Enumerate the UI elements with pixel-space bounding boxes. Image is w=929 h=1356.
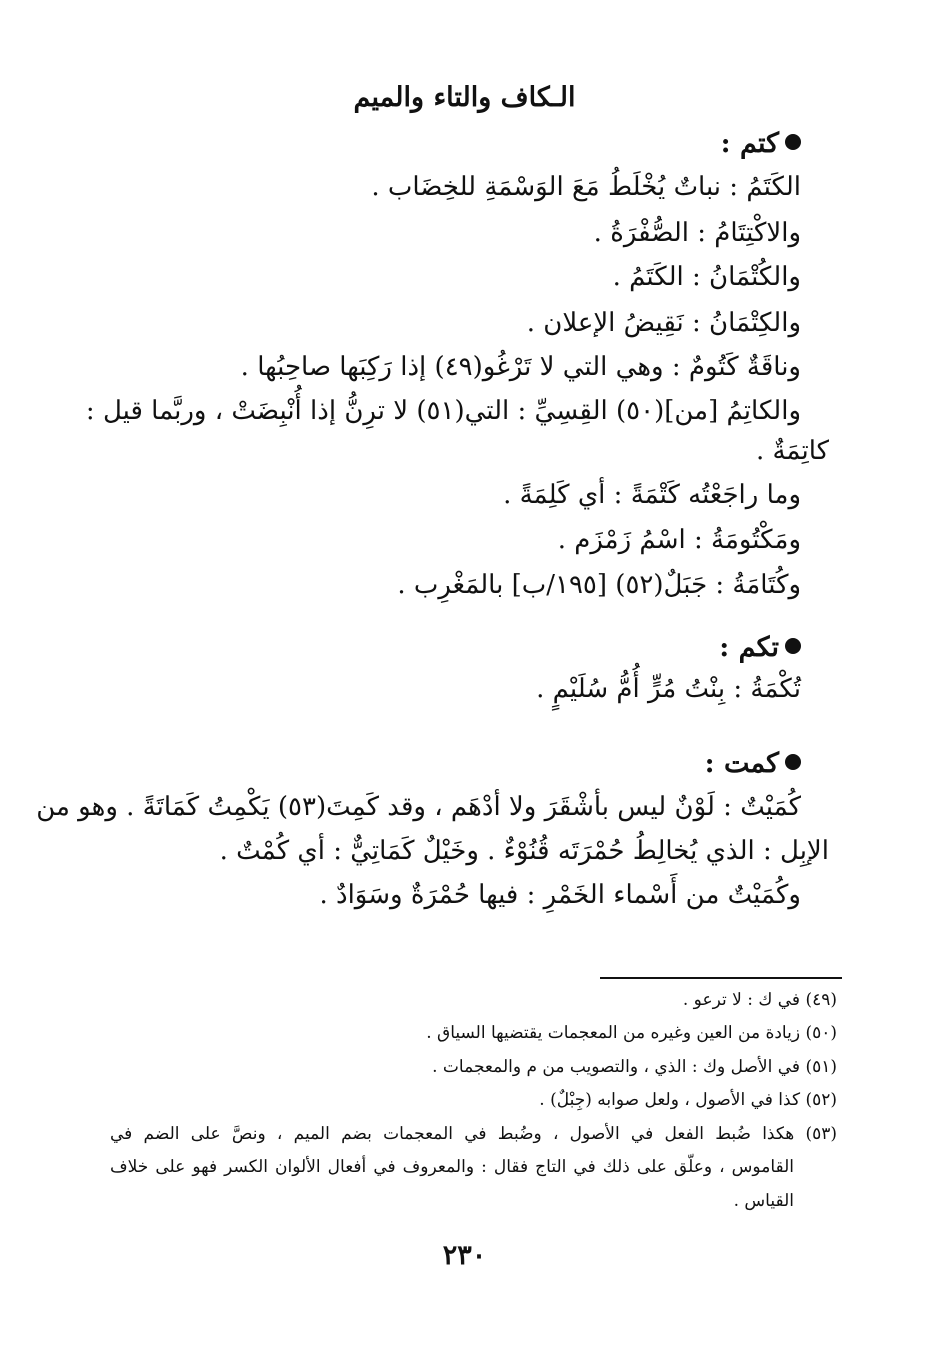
bullet-icon (785, 638, 801, 654)
entry-line: الكَتَمُ : نباتٌ يُخْلَطُ مَعَ الوَسْمَةِ للخِضَاب . (371, 172, 801, 202)
footnote: (٤٩) في ك : لا ترعو . (682, 990, 837, 1010)
footnote-divider (600, 977, 842, 979)
entry-line: الإبِل : الذي يُخالِطُ حُمْرَتَه قُنُوْءٌ . وخَيْلٌ كَمَاتِيٌّ : أي كُمْتٌ . (219, 836, 829, 866)
entry-line: وما راجَعْتُه كَتْمَةً : أي كَلِمَةً . (503, 480, 801, 510)
entry-heading: كتم : (721, 128, 801, 159)
footnote: (٥٢) كذا في الأصول ، ولعل صوابه (جِبْلٌ) . (539, 1090, 837, 1110)
page-number: ٢٣٠ (442, 1240, 487, 1271)
entry-line: تُكْمَةُ : بِنْتُ مُرٍّ أُمُّ سُلَيْمٍ . (536, 674, 801, 704)
entry-line: والكاتِمُ [من](٥٠) القِسِيِّ : التي(٥١) لا ترِنُّ إذا أُنْبِضَتْ ، وربَّما قيل : (85, 396, 801, 426)
entry-line: وناقَةٌ كَتُومٌ : وهي التي لا تَرْغُو(٤٩) إذا رَكِبَها صاحِبُها . (240, 352, 801, 382)
entry-line: كُمَيْتٌ : لَوْنٌ ليس بأشْقَرَ ولا أدْهَم ، وقد كَمِتَ(٥٣) يَكْمِتُ كَمَاتَةً . وهو من (36, 792, 801, 822)
bullet-icon (785, 134, 801, 150)
page-title: الـكاف والتاء والميم (353, 82, 576, 113)
footnote: (٥١) في الأصل وك : الذي ، والتصويب من م والمعجمات . (432, 1057, 837, 1077)
entry-line: والاكْتِتَامُ : الصُّفْرَةُ . (593, 218, 801, 248)
footnote-continuation: القاموس ، وعلّق على ذلك في التاج فقال : والمعروف في أفعال الألوان الكسر فهو على خلاف (110, 1157, 794, 1177)
entry-line: كاتِمَةٌ . (755, 436, 829, 466)
footnote-continuation: القياس . (733, 1191, 794, 1211)
entry-line: وكُتَامَةُ : جَبَلٌ(٥٢) [١٩٥/ب] بالمَغْرِب . (397, 570, 801, 600)
entry-line: وكُمَيْتٌ من أَسْماء الخَمْرِ : فيها حُمْرَةٌ وسَوَادٌ . (319, 880, 801, 910)
entry-line: والكُتْمَانُ : الكَتَمُ . (612, 262, 801, 292)
entry-line: والكِتْمَانُ : نَقِيضُ الإعلان . (526, 308, 801, 338)
bullet-icon (785, 754, 801, 770)
entry-heading: تكم : (719, 632, 801, 663)
entry-line: ومَكْتُومَةُ : اسْمُ زَمْزَم . (557, 525, 801, 555)
entry-heading: كمت : (705, 748, 801, 779)
footnote: (٥٣) هكذا ضُبط الفعل في الأصول ، وضُبط في المعجمات بضم الميم ، ونصَّ على الضم في (110, 1124, 837, 1144)
footnote: (٥٠) زيادة من العين وغيره من المعجمات يقتضيها السياق . (426, 1023, 837, 1043)
